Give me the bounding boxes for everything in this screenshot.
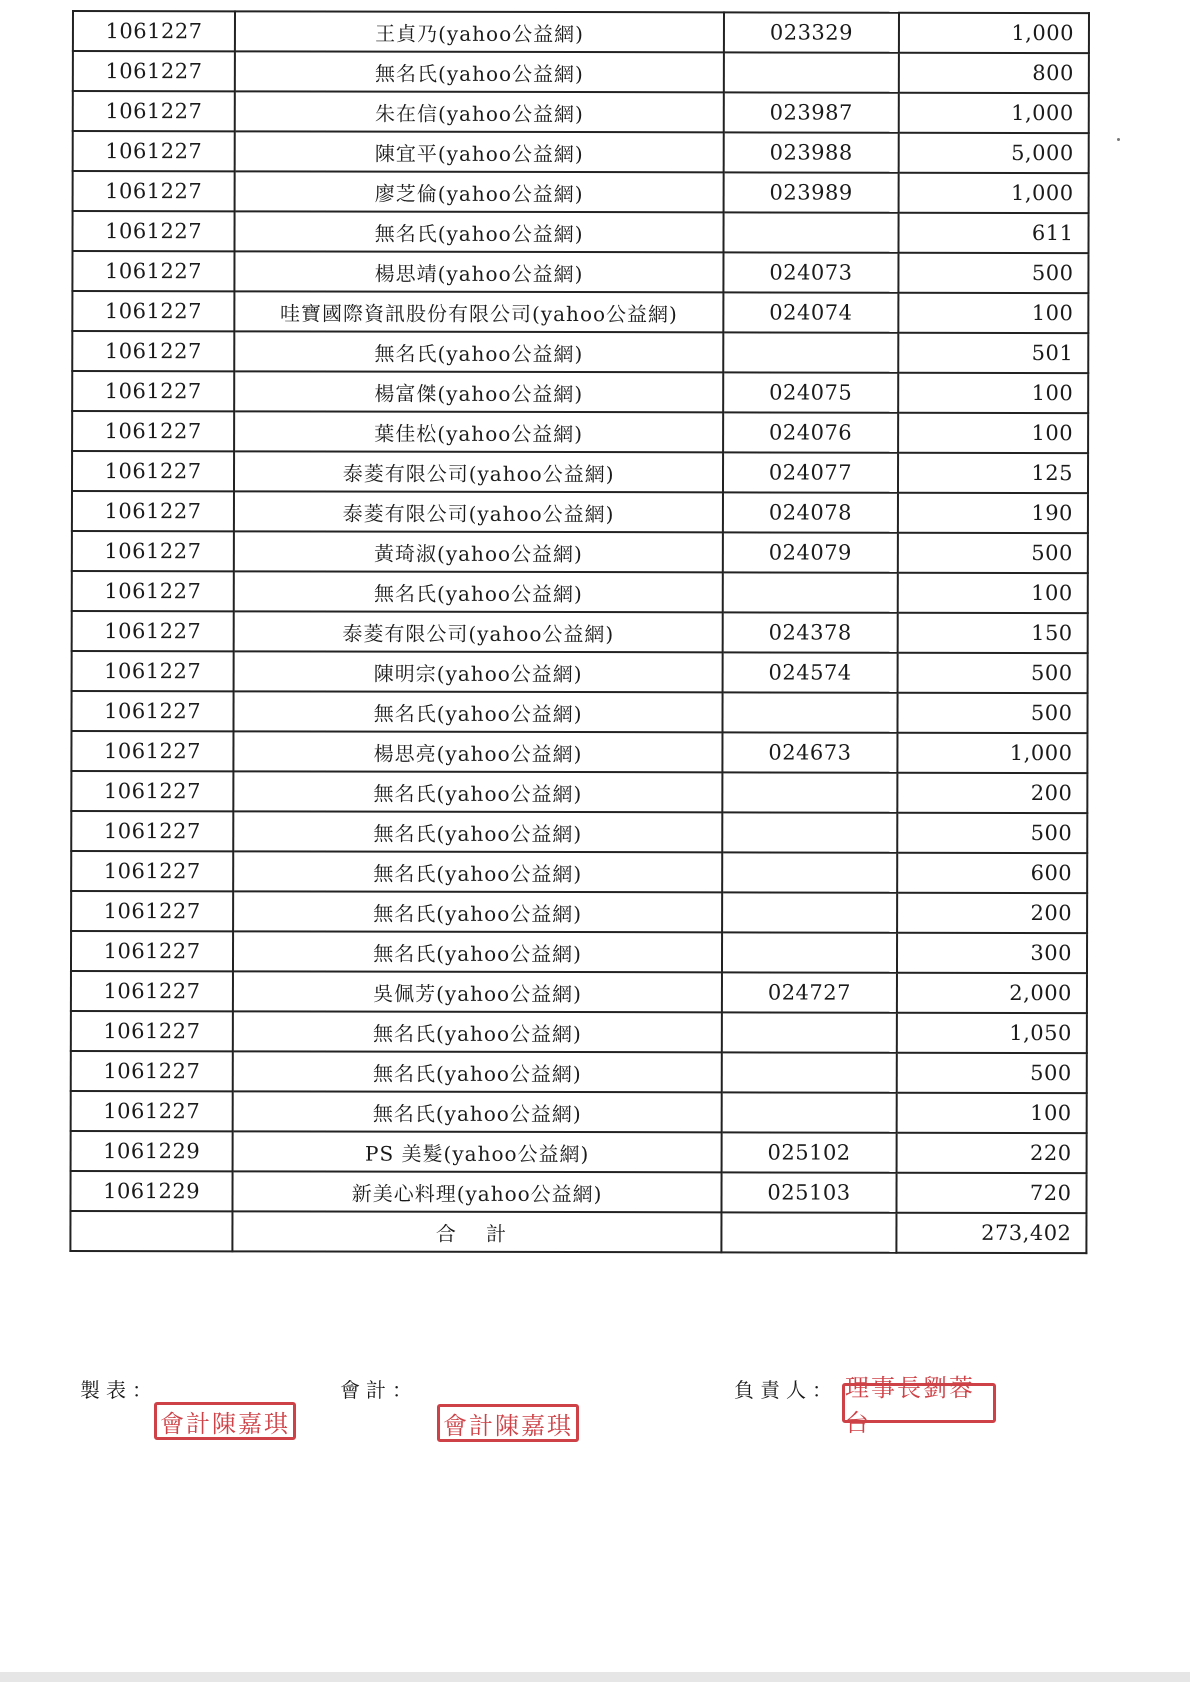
table-row — [71, 1011, 1087, 1053]
ledger-amount-cell: 190 — [898, 493, 1088, 533]
responsible-person-label: 負責人： — [734, 1378, 838, 1402]
table-row — [73, 131, 1089, 173]
ledger-receipt-no-cell — [722, 692, 897, 732]
ledger-donor-cell: 泰菱有限公司(yahoo公益網) — [234, 491, 723, 532]
ledger-date-cell: 1061227 — [71, 971, 233, 1011]
ledger-amount-cell: 720 — [896, 1173, 1086, 1213]
table-row — [71, 971, 1087, 1013]
ledger-receipt-no-cell: 024673 — [722, 732, 897, 772]
table-row — [72, 491, 1088, 533]
ledger-donor-cell: 無名氏(yahoo公益網) — [233, 1051, 722, 1092]
table-row — [71, 811, 1087, 853]
ledger-receipt-no-cell: 023988 — [724, 132, 899, 172]
ledger-date-cell: 1061227 — [71, 931, 233, 971]
ledger-date-cell: 1061229 — [71, 1131, 233, 1171]
ledger-date-cell: 1061227 — [71, 811, 233, 851]
ledger-date-cell: 1061227 — [71, 1091, 233, 1131]
ledger-amount-cell: 100 — [898, 373, 1088, 413]
scan-speck — [1117, 138, 1120, 141]
ledger-date-cell: 1061227 — [71, 771, 233, 811]
ledger-donor-cell: 陳宜平(yahoo公益網) — [235, 131, 724, 172]
ledger-receipt-no-cell: 023989 — [724, 172, 899, 212]
table-row — [72, 331, 1088, 373]
table-row — [73, 11, 1089, 53]
ledger-date-cell: 1061227 — [72, 611, 234, 651]
ledger-receipt-no-cell: 024078 — [723, 492, 898, 532]
ledger-donor-cell: 廖芝倫(yahoo公益網) — [235, 171, 724, 212]
ledger-donor-cell: 無名氏(yahoo公益網) — [234, 571, 723, 612]
ledger-amount-cell: 1,050 — [897, 1013, 1087, 1053]
table-row — [72, 291, 1088, 333]
ledger-donor-cell: 泰菱有限公司(yahoo公益網) — [234, 451, 723, 492]
total-blank-cell — [70, 1211, 232, 1251]
ledger-date-cell: 1061227 — [72, 291, 234, 331]
table-row — [72, 651, 1088, 693]
table-row — [73, 51, 1089, 93]
table-row — [73, 171, 1089, 213]
ledger-date-cell: 1061227 — [72, 411, 234, 451]
ledger-amount-cell: 100 — [898, 413, 1088, 453]
ledger-donor-cell: 楊思靖(yahoo公益網) — [235, 251, 724, 292]
ledger-amount-cell: 100 — [897, 1093, 1087, 1133]
table-row — [70, 1171, 1086, 1213]
ledger-receipt-no-cell: 025102 — [722, 1132, 897, 1172]
prepared-by-seal: 會計陳嘉琪 — [154, 1402, 296, 1440]
ledger-body — [70, 11, 1089, 1253]
ledger-receipt-no-cell — [722, 1092, 897, 1132]
ledger-donor-cell: 王貞乃(yahoo公益網) — [235, 11, 724, 52]
total-amount-cell: 273,402 — [896, 1213, 1086, 1253]
ledger-amount-cell: 1,000 — [899, 93, 1089, 133]
ledger-donor-cell: 陳明宗(yahoo公益網) — [234, 651, 723, 692]
ledger-amount-cell: 1,000 — [899, 13, 1089, 53]
ledger-date-cell: 1061227 — [71, 891, 233, 931]
total-row — [70, 1211, 1086, 1253]
ledger-date-cell: 1061227 — [72, 531, 234, 571]
ledger-amount-cell: 100 — [898, 293, 1088, 333]
ledger-donor-cell: 無名氏(yahoo公益網) — [233, 851, 722, 892]
ledger-date-cell: 1061227 — [71, 851, 233, 891]
ledger-receipt-no-cell — [722, 892, 897, 932]
ledger-date-cell: 1061227 — [73, 131, 235, 171]
table-row — [71, 1131, 1087, 1173]
ledger-donor-cell: 泰菱有限公司(yahoo公益網) — [234, 611, 723, 652]
table-row — [72, 411, 1088, 453]
table-row — [71, 931, 1087, 973]
ledger-receipt-no-cell: 024075 — [723, 372, 898, 412]
ledger-receipt-no-cell — [722, 772, 897, 812]
prepared-by-label: 製表： — [80, 1378, 158, 1402]
ledger-amount-cell: 300 — [897, 933, 1087, 973]
total-label-cell: 合 計 — [233, 1211, 722, 1252]
ledger-receipt-no-cell — [722, 932, 897, 972]
ledger-donor-cell: 無名氏(yahoo公益網) — [233, 931, 722, 972]
ledger-date-cell: 1061227 — [72, 491, 234, 531]
table-row — [71, 771, 1087, 813]
ledger-receipt-no-cell: 024077 — [723, 452, 898, 492]
ledger-date-cell: 1061227 — [73, 51, 235, 91]
ledger-amount-cell: 5,000 — [899, 133, 1089, 173]
ledger-amount-cell: 500 — [898, 653, 1088, 693]
ledger-donor-cell: 黃琦淑(yahoo公益網) — [234, 531, 723, 572]
ledger-amount-cell: 200 — [897, 773, 1087, 813]
ledger-date-cell: 1061229 — [70, 1171, 232, 1211]
ledger-donor-cell: 無名氏(yahoo公益網) — [233, 811, 722, 852]
ledger-donor-cell: 吳佩芳(yahoo公益網) — [233, 971, 722, 1012]
ledger-donor-cell: 無名氏(yahoo公益網) — [235, 211, 724, 252]
ledger-donor-cell: 楊思亮(yahoo公益網) — [234, 731, 723, 772]
ledger-date-cell: 1061227 — [71, 731, 233, 771]
ledger-date-cell: 1061227 — [72, 371, 234, 411]
ledger-receipt-no-cell — [724, 52, 899, 92]
ledger-amount-cell: 500 — [898, 253, 1088, 293]
ledger-date-cell: 1061227 — [72, 651, 234, 691]
ledger-amount-cell: 500 — [897, 1053, 1087, 1093]
ledger-receipt-no-cell: 025103 — [721, 1172, 896, 1212]
ledger-amount-cell: 200 — [897, 893, 1087, 933]
table-row — [72, 531, 1088, 573]
ledger-receipt-no-cell — [722, 852, 897, 892]
ledger-donor-cell: PS 美髮(yahoo公益網) — [233, 1131, 722, 1172]
ledger-donor-cell: 無名氏(yahoo公益網) — [235, 51, 724, 92]
ledger-amount-cell: 220 — [897, 1133, 1087, 1173]
ledger-receipt-no-cell: 024378 — [723, 612, 898, 652]
donation-ledger-table — [69, 10, 1090, 1254]
ledger-amount-cell: 500 — [897, 813, 1087, 853]
ledger-amount-cell: 2,000 — [897, 973, 1087, 1013]
table-row — [72, 611, 1088, 653]
ledger-receipt-no-cell — [723, 332, 898, 372]
scan-edge — [0, 1672, 1190, 1682]
ledger-amount-cell: 800 — [899, 53, 1089, 93]
ledger-receipt-no-cell — [723, 572, 898, 612]
ledger-donor-cell: 無名氏(yahoo公益網) — [234, 771, 723, 812]
ledger-date-cell: 1061227 — [72, 451, 234, 491]
table-row — [71, 851, 1087, 893]
ledger-amount-cell: 611 — [898, 213, 1088, 253]
ledger-receipt-no-cell — [722, 812, 897, 852]
table-row — [72, 571, 1088, 613]
ledger-donor-cell: 無名氏(yahoo公益網) — [234, 331, 723, 372]
ledger-receipt-no-cell: 023329 — [724, 12, 899, 52]
ledger-donor-cell: 楊富傑(yahoo公益網) — [234, 371, 723, 412]
ledger-amount-cell: 1,000 — [899, 173, 1089, 213]
ledger-amount-cell: 1,000 — [897, 733, 1087, 773]
ledger-receipt-no-cell — [722, 1012, 897, 1052]
ledger-donor-cell: 無名氏(yahoo公益網) — [233, 1011, 722, 1052]
ledger-donor-cell: 無名氏(yahoo公益網) — [233, 891, 722, 932]
ledger-amount-cell: 501 — [898, 333, 1088, 373]
ledger-receipt-no-cell — [722, 1052, 897, 1092]
ledger-amount-cell: 150 — [898, 613, 1088, 653]
ledger-donor-cell: 朱在信(yahoo公益網) — [235, 91, 724, 132]
ledger-date-cell: 1061227 — [71, 1011, 233, 1051]
table-row — [72, 451, 1088, 493]
ledger-donor-cell: 無名氏(yahoo公益網) — [234, 691, 723, 732]
ledger-date-cell: 1061227 — [72, 571, 234, 611]
ledger-amount-cell: 600 — [897, 853, 1087, 893]
ledger-date-cell: 1061227 — [73, 11, 235, 51]
table-row — [72, 211, 1088, 253]
table-row — [72, 371, 1088, 413]
ledger-receipt-no-cell: 023987 — [724, 92, 899, 132]
ledger-receipt-no-cell: 024073 — [723, 252, 898, 292]
ledger-receipt-no-cell: 024727 — [722, 972, 897, 1012]
ledger-amount-cell: 100 — [898, 573, 1088, 613]
ledger-amount-cell: 500 — [897, 693, 1087, 733]
ledger-donor-cell: 新美心料理(yahoo公益網) — [233, 1171, 722, 1212]
accountant-seal: 會計陳嘉琪 — [437, 1404, 579, 1442]
ledger-date-cell: 1061227 — [72, 211, 234, 251]
ledger-donor-cell: 哇寶國際資訊股份有限公司(yahoo公益網) — [235, 291, 724, 332]
ledger-date-cell: 1061227 — [71, 691, 233, 731]
total-blank-cell — [721, 1212, 896, 1252]
ledger-receipt-no-cell: 024076 — [723, 412, 898, 452]
ledger-date-cell: 1061227 — [73, 91, 235, 131]
ledger-donor-cell: 葉佳松(yahoo公益網) — [234, 411, 723, 452]
table-row — [72, 251, 1088, 293]
ledger-receipt-no-cell: 024574 — [723, 652, 898, 692]
ledger-date-cell: 1061227 — [72, 331, 234, 371]
chairperson-seal: 理事長劉蓉台 — [842, 1383, 996, 1423]
ledger-date-cell: 1061227 — [73, 171, 235, 211]
accountant-label: 會計： — [340, 1378, 418, 1402]
ledger-date-cell: 1061227 — [71, 1051, 233, 1091]
table-row — [71, 891, 1087, 933]
ledger-receipt-no-cell — [723, 212, 898, 252]
ledger-receipt-no-cell: 024074 — [723, 292, 898, 332]
ledger-amount-cell: 125 — [898, 453, 1088, 493]
table-row — [71, 691, 1087, 733]
table-row — [71, 1051, 1087, 1093]
ledger-donor-cell: 無名氏(yahoo公益網) — [233, 1091, 722, 1132]
table-row — [71, 1091, 1087, 1133]
ledger-date-cell: 1061227 — [72, 251, 234, 291]
ledger-amount-cell: 500 — [898, 533, 1088, 573]
ledger-receipt-no-cell: 024079 — [723, 532, 898, 572]
table-row — [71, 731, 1087, 773]
table-row — [73, 91, 1089, 133]
